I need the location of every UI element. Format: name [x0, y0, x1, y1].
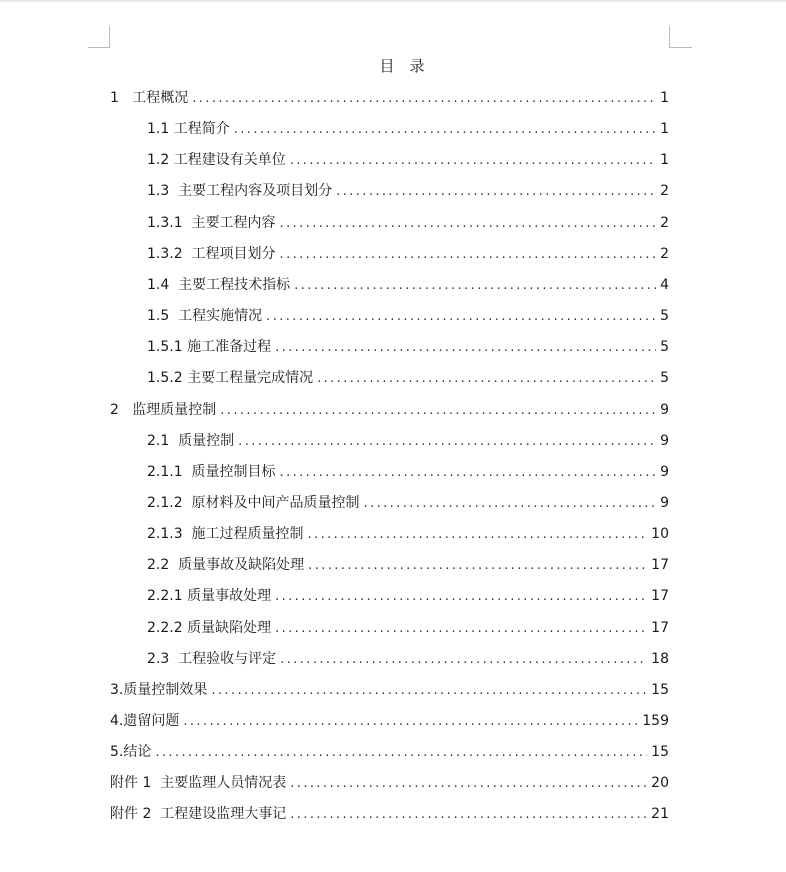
- toc-leader-dots: [155, 745, 647, 760]
- toc-entry-page-number: 20: [651, 775, 669, 792]
- toc-entry[interactable]: [147, 180, 669, 200]
- toc-entry-title: 2.1 质量控制: [147, 432, 235, 449]
- toc-entry-page-number: 2: [660, 245, 669, 262]
- toc-entry[interactable]: [147, 430, 669, 450]
- toc-leader-dots: [275, 589, 647, 604]
- toc-leader-dots: [280, 465, 657, 480]
- toc-entry-title: 2.3 工程验收与评定: [147, 650, 277, 667]
- toc-leader-dots: [211, 683, 647, 698]
- toc-leader-dots: [280, 652, 647, 667]
- toc-entry-page-number: 9: [660, 494, 669, 511]
- toc-entry[interactable]: [147, 585, 669, 605]
- toc-entry[interactable]: [147, 367, 669, 387]
- toc-entry[interactable]: [147, 554, 669, 574]
- toc-entry[interactable]: [147, 461, 669, 481]
- toc-entry-page-number: 15: [651, 744, 669, 761]
- toc-leader-dots: [280, 216, 657, 231]
- toc-entry[interactable]: [147, 336, 669, 356]
- toc-leader-dots: [308, 527, 648, 542]
- toc-entry-page-number: 1: [660, 90, 669, 106]
- toc-entry-title: 1.5 工程实施情况: [147, 308, 263, 324]
- toc-leader-dots: [220, 403, 656, 418]
- toc-entry-title: 附件 1 主要监理人员情况表: [110, 775, 287, 792]
- toc-entry-title: 2.2 质量事故及缺陷处理: [147, 557, 305, 574]
- toc-entry-title: 2.1.3 施工过程质量控制: [147, 526, 304, 543]
- toc-leader-dots: [317, 371, 656, 386]
- toc-leader-dots: [275, 621, 647, 636]
- toc-entry-title: 1.2 工程建设有关单位: [147, 152, 286, 169]
- toc-entry-page-number: 1: [660, 121, 669, 138]
- toc-entry-page-number: 21: [651, 806, 669, 823]
- toc-entry[interactable]: [110, 803, 669, 823]
- toc-entry[interactable]: [147, 492, 669, 512]
- toc-entry[interactable]: [147, 274, 669, 294]
- toc-leader-dots: [183, 714, 638, 729]
- toc-entry[interactable]: [147, 648, 669, 668]
- toc-entry-page-number: 9: [660, 432, 669, 449]
- toc-leader-dots: [290, 807, 647, 822]
- toc-entry-page-number: 18: [651, 650, 669, 667]
- crop-mark-top-left: [88, 26, 110, 48]
- toc-entry-page-number: 159: [642, 713, 669, 729]
- toc-entry-page-number: 15: [651, 681, 669, 698]
- toc-entry[interactable]: [110, 741, 669, 761]
- toc-leader-dots: [275, 340, 656, 355]
- toc-entry-title: 2.1.2 原材料及中间产品质量控制: [147, 494, 360, 511]
- toc-entry[interactable]: [147, 305, 669, 325]
- toc-leader-dots: [364, 496, 657, 511]
- toc-leader-dots: [290, 776, 647, 791]
- toc-entry-page-number: 1: [660, 152, 669, 169]
- toc-entry-page-number: 10: [651, 526, 669, 543]
- toc-entry-title: 1.5.2 主要工程量完成情况: [147, 370, 314, 387]
- toc-entry-title: 1.3.1 主要工程内容: [147, 214, 276, 231]
- toc-entry[interactable]: [147, 118, 669, 138]
- toc-entry-title: 1.3 主要工程内容及项目划分: [147, 183, 333, 200]
- toc-entry-title: 2.2.2 质量缺陷处理: [147, 619, 272, 636]
- toc-entry-title: 2.2.1 质量事故处理: [147, 588, 272, 605]
- toc-entry[interactable]: [147, 149, 669, 169]
- toc-entry-title: 1.1 工程简介: [147, 121, 230, 138]
- toc-entry-page-number: 5: [660, 339, 669, 356]
- toc-entry-page-number: 17: [651, 619, 669, 636]
- toc-leader-dots: [336, 184, 656, 199]
- toc-leader-dots: [290, 153, 656, 168]
- toc-entry-title: 1.3.2 工程项目划分: [147, 245, 276, 262]
- toc-entry-page-number: 4: [660, 276, 669, 293]
- toc-entry-title: 5.结论: [110, 744, 152, 761]
- toc-entry[interactable]: [147, 243, 669, 263]
- toc-entry[interactable]: [110, 772, 669, 792]
- toc-entry-title: 1.4 主要工程技术指标: [147, 276, 291, 293]
- toc-leader-dots: [280, 247, 657, 262]
- page-top-edge: [0, 0, 786, 2]
- toc-entry[interactable]: [110, 679, 669, 699]
- toc-entry[interactable]: [110, 399, 669, 419]
- toc-title: [0, 55, 786, 76]
- toc-leader-dots: [294, 278, 656, 293]
- toc-entry-title: 4.遗留问题: [110, 713, 180, 729]
- toc-entry[interactable]: [110, 710, 669, 730]
- toc-leader-dots: [238, 434, 656, 449]
- toc-entry-page-number: 9: [660, 463, 669, 480]
- toc-entry-page-number: 17: [651, 557, 669, 574]
- toc-entry[interactable]: [147, 212, 669, 232]
- toc-leader-dots: [234, 122, 656, 137]
- toc-entry-page-number: 9: [660, 401, 669, 418]
- toc-entry[interactable]: [147, 523, 669, 543]
- toc-entry-title: 2.1.1 质量控制目标: [147, 463, 276, 480]
- toc-entry-title: 1.5.1 施工准备过程: [147, 339, 272, 356]
- toc-leader-dots: [192, 91, 656, 106]
- toc-entry-page-number: 17: [651, 588, 669, 605]
- toc-entry-title: 1 工程概况: [110, 90, 189, 106]
- toc-entry-title: 附件 2 工程建设监理大事记: [110, 806, 287, 823]
- toc-title-text: 目 录: [379, 57, 425, 75]
- toc-entry-title: 2 监理质量控制: [110, 401, 217, 418]
- crop-mark-top-right: [669, 26, 692, 48]
- toc-leader-dots: [308, 558, 647, 573]
- toc-entry[interactable]: [147, 617, 669, 637]
- toc-entry-page-number: 5: [660, 370, 669, 387]
- toc-entry-page-number: 5: [660, 308, 669, 324]
- toc-entry-page-number: 2: [660, 183, 669, 200]
- toc-entry-title: 3.质量控制效果: [110, 681, 208, 698]
- toc-entry-page-number: 2: [660, 214, 669, 231]
- toc-entry[interactable]: [110, 87, 669, 107]
- toc-leader-dots: [266, 309, 656, 324]
